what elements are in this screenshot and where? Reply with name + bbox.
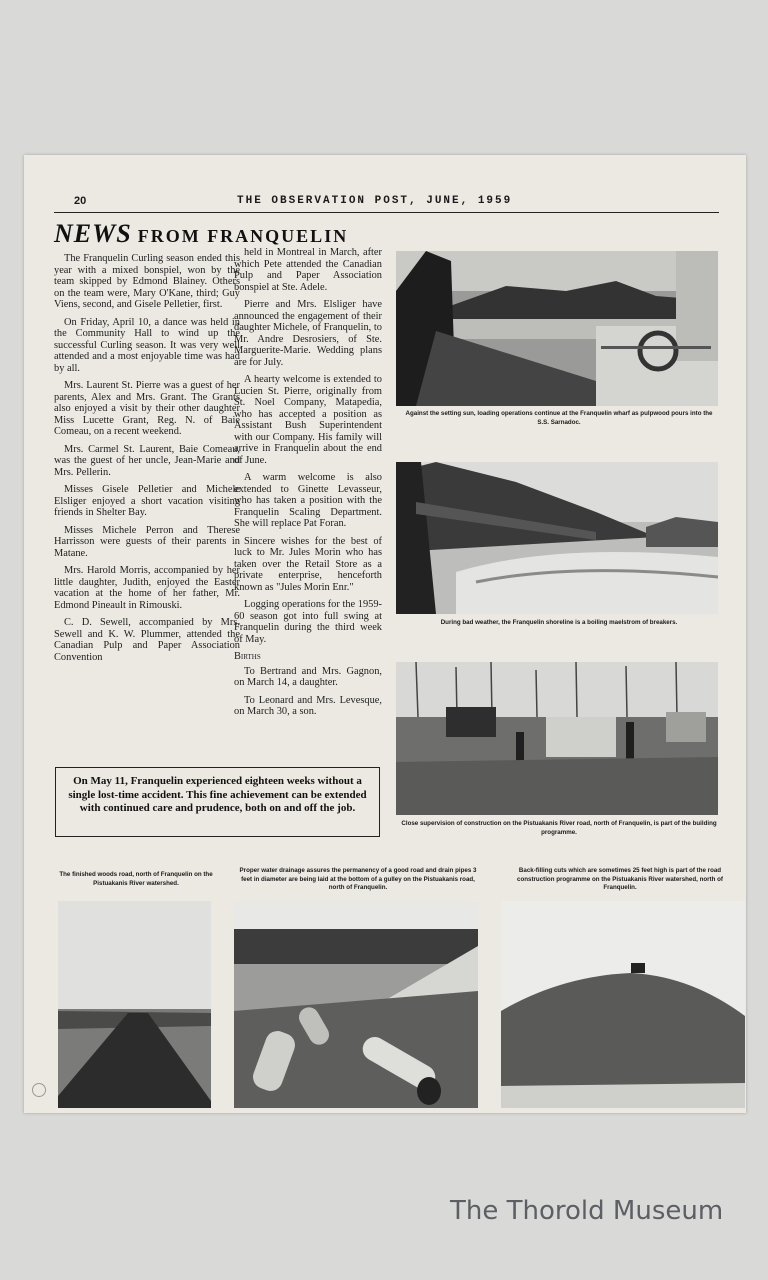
paragraph: Pierre and Mrs. Elsliger have announced the engagement of their daughter Michele, of Franquelin, to Mr. Andre Desrosiers, of Ste. Marguerite-Marie. Wedding plans are for July.	[234, 299, 382, 368]
paragraph: On Friday, April 10, a dance was held in the Community Hall to wind up the successful Curling season. It was very well attended and a most enjoyable time was had by all.	[54, 316, 240, 374]
backfill-caption: Back-filling cuts which are sometimes 25 feet high is part of the road construction programme on the Pistuakanis River watershed, north of Franquelin.	[517, 867, 723, 891]
wharf-caption: Against the setting sun, loading operations continue at the Franquelin wharf as pulpwood pours into the S.S. Sarnadoc.	[405, 410, 713, 426]
page-header	[24, 195, 746, 213]
paragraph: Sincere wishes for the best of luck to Mr. Jules Morin who has taken over the Retail Store as a private enterprise, henceforth known as "Jules Morin Enr."	[234, 535, 382, 593]
drainage-photo	[234, 901, 478, 1108]
museum-watermark: The Thorold Museum	[450, 1196, 724, 1226]
paragraph: A warm welcome is also extended to Ginette Levasseur, who has taken a position with the Franquelin Scaling Department. She will replace Pat Foran.	[234, 472, 382, 529]
paragraph: held in Montreal in March, after which Pete attended the Canadian Pulp and Paper Association bonspiel at Ste. Adele.	[234, 247, 382, 293]
page-number: 20	[74, 195, 87, 207]
paragraph: Mrs. Laurent St. Pierre was a guest of her parents, Alex and Mrs. Grant. The Grants also enjoyed a visit by their other daughter Miss Lucette Grant, Reg. N. of Baie Comeau, on a recent weekend.	[54, 380, 240, 437]
paragraph: To Leonard and Mrs. Levesque, on March 30, a son.	[234, 694, 382, 717]
article-column-2	[234, 247, 382, 724]
article-column-1	[54, 253, 240, 669]
safety-notice-box: On May 11, Franquelin experienced eighteen weeks without a single lost-time accident. This fine achievement can be extended with continued care and prudence, both on and off the job.	[55, 767, 380, 837]
paragraph: Misses Michele Perron and Therese Harrisson were guests of their parents in Matane.	[54, 524, 240, 559]
paragraph: Logging operations for the 1959-60 season got into full swing at Franquelin during the third week of May.	[234, 599, 382, 645]
drainage-caption: Proper water drainage assures the permanency of a good road and drain pipes 3 feet in diameter are being laid at the bottom of a gulley on the Pistuakanis road, north of Franquelin.	[239, 867, 477, 891]
paragraph: To Bertrand and Mrs. Gagnon, on March 14, a daughter.	[234, 665, 382, 688]
wharf-photo	[396, 251, 718, 406]
article-title-emph: NEWS	[54, 219, 132, 248]
paragraph: The Franquelin Curling season ended this year with a mixed bonspiel, won by the team skipped by Edmond Blainey. Others on the team were, Mary O'Kane, third; Guy Viens, second, and Gisele Pelletier, first.	[54, 253, 240, 310]
magazine-page	[24, 155, 746, 1113]
woods-road-photo	[58, 901, 211, 1108]
shoreline-photo	[396, 462, 718, 614]
paragraph: Mrs. Harold Morris, accompanied by her little daughter, Judith, enjoyed the Easter vacation at the home of her father, Mr. Edmond Pineault in Rimouski.	[54, 565, 240, 611]
paragraph: A hearty welcome is extended to Lucien St. Pierre, originally from St. Noel Company, Matapedia, who has accepted a position as Assistant Bush Superintendent with our Company. His family will arrive in Franquelin about the end of June.	[234, 374, 382, 466]
construction-photo	[396, 662, 718, 815]
publication-title: THE OBSERVATION POST, JUNE, 1959	[237, 195, 513, 207]
woods-road-caption: The finished woods road, north of Franquelin on the Pistuakanis River watershed.	[59, 871, 213, 887]
backfill-photo	[501, 901, 745, 1108]
shoreline-caption: During bad weather, the Franquelin shoreline is a boiling maelstrom of breakers.	[440, 619, 678, 626]
births-heading: Births	[234, 651, 261, 662]
article-title	[54, 219, 348, 249]
article-title-rest: FROM FRANQUELIN	[137, 226, 349, 246]
paragraph: C. D. Sewell, accompanied by Mrs. Sewell and K. W. Plummer, attended the Canadian Pulp and Paper Association Convention	[54, 617, 240, 663]
paragraph: Misses Gisele Pelletier and Michele Elsliger enjoyed a short vacation visiting friends in Shelter Bay.	[54, 484, 240, 518]
header-rule	[54, 212, 719, 213]
construction-caption: Close supervision of construction on the Pistuakanis River road, north of Franquelin, is part of the building programme.	[401, 820, 717, 836]
library-stamp-icon	[32, 1083, 46, 1097]
paragraph: Mrs. Carmel St. Laurent, Baie Comeau, was the guest of her uncle, Jean-Marie and Mrs. Pellerin.	[54, 443, 240, 478]
